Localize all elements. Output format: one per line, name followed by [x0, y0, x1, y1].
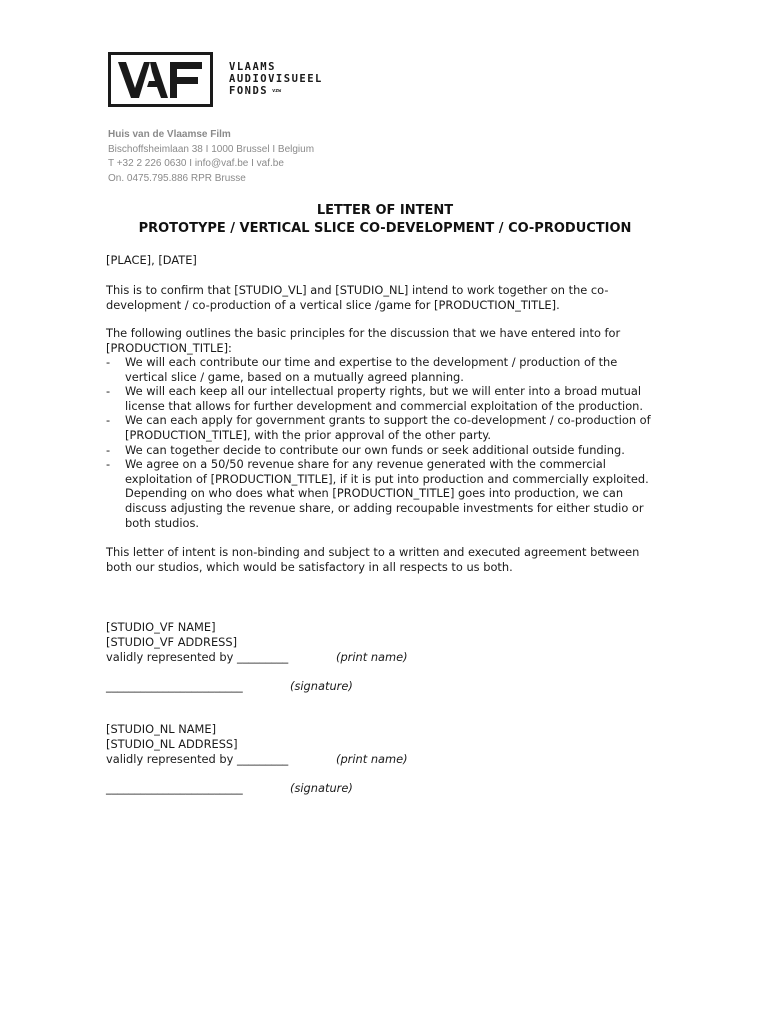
- list-item-text: We will each contribute our time and expertise to the development / production of the vertical slice / game, based on a mutually agreed planning.: [125, 355, 618, 384]
- list-item-text: We will each keep all our intellectual property rights, but we will enter into a broad mutual license that allows for further development and commercial exploitation of the production.: [125, 384, 644, 413]
- list-dash: -: [106, 442, 111, 457]
- title-line-1: LETTER OF INTENT: [316, 203, 454, 218]
- party1-signature-label: (signature): [290, 679, 353, 693]
- list-item: [106, 443, 651, 458]
- list-item-text: We agree on a 50/50 revenue share for any revenue generated with the commercial exploitation of [PRODUCTION_TITLE], if it is put into production and commercially exploited. Depending on who does what when [PRODUCTION_TITLE] goes into production, we can discuss adjusting the revenue share, or adding recoupable investments for either studio or both studios.: [125, 457, 649, 530]
- logo-suffix: vzw: [272, 88, 282, 94]
- place-date: [PLACE], [DATE]: [106, 253, 197, 267]
- logo-word-1: VLAAMS: [229, 61, 276, 73]
- list-item-text: We can each apply for government grants to support the co-development / co-production of [PRODUCTION_TITLE], with the prior approval of the other party.: [125, 413, 651, 442]
- logo-word-3: FONDS: [229, 85, 269, 97]
- party1-represented: validly represented by _________: [106, 650, 289, 664]
- list-item: [106, 355, 651, 384]
- party1-address: [STUDIO_VF ADDRESS]: [106, 635, 238, 649]
- vaf-logo-mark: [108, 52, 213, 107]
- party2-signature-label: (signature): [290, 781, 353, 795]
- party1-print-name: (print name): [336, 650, 408, 664]
- list-dash: -: [106, 355, 111, 369]
- list-dash: -: [106, 457, 111, 472]
- list-item-text: We can together decide to contribute our own funds or seek additional outside funding.: [125, 442, 625, 457]
- list-dash: -: [106, 384, 111, 399]
- closing-paragraph: This letter of intent is non-binding and subject to a written and executed agreement between both our studios, which would be satisfactory in all respects to us both.: [106, 545, 640, 574]
- party2-address: [STUDIO_NL ADDRESS]: [106, 737, 238, 751]
- list-item: [106, 413, 651, 442]
- vaf-logo-letters-icon: [116, 60, 206, 100]
- list-item: [106, 384, 651, 413]
- party2-signature-line: ________________________: [106, 781, 243, 795]
- party2-print-name: (print name): [336, 752, 408, 766]
- address-street: Bischoffsheimlaan 38 I 1000 Brussel I Belgium: [108, 143, 315, 155]
- vaf-logo-text: [229, 61, 323, 97]
- party1-name: [STUDIO_VF NAME]: [106, 620, 216, 634]
- list-dash: -: [106, 413, 111, 428]
- intro-paragraph: This is to confirm that [STUDIO_VL] and [STUDIO_NL] intend to work together on the co- development / co-production of a vertical slice /game for [PRODUCTION_TITLE].: [106, 283, 609, 312]
- vaf-logo: [108, 52, 338, 112]
- party2-name: [STUDIO_NL NAME]: [106, 722, 217, 736]
- party1-signature-line: ________________________: [106, 679, 243, 693]
- letter-title: [0, 202, 770, 238]
- principles-intro: The following outlines the basic principles for the discussion that we have entered into for [PRODUCTION_TITLE]:: [106, 326, 621, 355]
- party2-represented: validly represented by _________: [106, 752, 289, 766]
- address-org: Huis van de Vlaamse Film: [108, 129, 231, 140]
- address-contact: T +32 2 226 0630 I info@vaf.be I vaf.be: [108, 158, 284, 170]
- principles-list: [106, 355, 651, 530]
- logo-word-2: AUDIOVISUEEL: [229, 73, 323, 85]
- sender-address: [108, 128, 314, 186]
- list-item: [106, 457, 651, 530]
- address-registration: On. 0475.795.886 RPR Brusse: [108, 172, 246, 184]
- title-line-2: PROTOTYPE / VERTICAL SLICE CO-DEVELOPMENT / CO-PRODUCTION: [138, 221, 632, 236]
